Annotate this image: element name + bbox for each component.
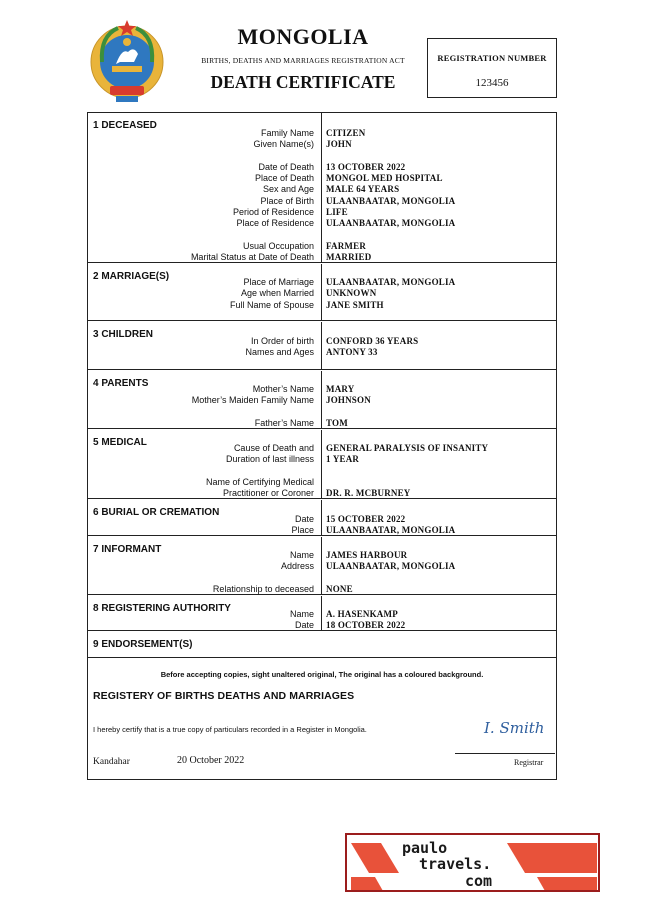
field-label: Place of Birth [260, 196, 314, 206]
field-value: MARY [326, 384, 355, 394]
field-label: Name of Certifying Medical [205, 477, 314, 487]
field-label: Mother’s Name [252, 384, 314, 394]
field-label: Duration of last illness [225, 454, 314, 464]
certificate-frame [87, 112, 557, 780]
field-row [88, 217, 556, 229]
field-value: TOM [326, 418, 348, 428]
field-label: Name [289, 550, 314, 560]
section-title: 4 PARENTS [93, 378, 149, 389]
registrar-signature [482, 715, 558, 739]
field-row [88, 583, 556, 595]
field-label: Place of Marriage [243, 277, 314, 287]
field-row [88, 560, 556, 572]
field-label: Sex and Age [262, 184, 314, 194]
field-row [88, 394, 556, 406]
document-country-title: MONGOLIA [237, 24, 369, 49]
field-row [88, 619, 556, 631]
section-title: 3 CHILDREN [93, 329, 154, 340]
field-label: Cause of Death and [233, 443, 314, 453]
field-value: ANTONY 33 [326, 347, 378, 357]
registrar-signature-text: I. Smith [484, 719, 545, 737]
field-value: 18 OCTOBER 2022 [326, 620, 406, 630]
section-title: 7 INFORMANT [93, 544, 162, 555]
field-label: Date [294, 514, 314, 524]
field-label: Marital Status at Date of Death [190, 252, 314, 262]
field-value: A. HASENKAMP [326, 609, 398, 619]
field-value: UNKNOWN [326, 288, 377, 298]
field-row [88, 138, 556, 150]
section-title: 2 MARRIAGE(S) [93, 271, 170, 282]
field-value: ULAANBAATAR, MONGOLIA [326, 196, 456, 206]
field-value: ULAANBAATAR, MONGOLIA [326, 525, 456, 535]
field-label: Mother’s Maiden Family Name [191, 395, 314, 405]
field-row [88, 487, 556, 499]
registration-number-box [427, 38, 557, 98]
field-row [88, 287, 556, 299]
field-value: NONE [326, 584, 353, 594]
field-label: Address [280, 561, 314, 571]
field-value: JOHNSON [326, 395, 371, 405]
field-label: Family Name [260, 128, 314, 138]
registrar-label: Registrar [514, 758, 544, 767]
field-label: Age when Married [240, 288, 314, 298]
field-label: Name [289, 609, 314, 619]
field-value: JOHN [326, 139, 352, 149]
field-label: Usual Occupation [242, 241, 314, 251]
copy-notice: Before accepting copies, sight unaltered original, The original has a coloured background. [160, 670, 484, 679]
section-title: 5 MEDICAL [93, 437, 147, 448]
field-row [88, 183, 556, 195]
field-row [88, 453, 556, 465]
section-deceased [88, 113, 556, 263]
field-label: Practitioner or Coroner [222, 488, 314, 498]
section-parents [88, 371, 556, 429]
section-informant [88, 537, 556, 595]
field-row [88, 417, 556, 429]
registration-number-value: 123456 [475, 77, 509, 89]
field-label: Full Name of Spouse [229, 300, 314, 310]
section-children [88, 322, 556, 370]
field-row [88, 346, 556, 358]
field-label: Period of Residence [232, 207, 314, 217]
field-value: JANE SMITH [326, 300, 384, 310]
section-title: 6 BURIAL OR CREMATION [93, 507, 220, 518]
field-value: 13 OCTOBER 2022 [326, 162, 406, 172]
section-endorsements [88, 632, 556, 658]
field-value: FARMER [326, 241, 367, 251]
field-value: MALE 64 YEARS [326, 184, 400, 194]
field-value: ULAANBAATAR, MONGOLIA [326, 561, 456, 571]
section-burial-or-cremation [88, 500, 556, 536]
field-label: Place [291, 525, 314, 535]
field-value: ULAANBAATAR, MONGOLIA [326, 277, 456, 287]
paulo-travels-logo [345, 833, 600, 892]
section-title: 8 REGISTERING AUTHORITY [93, 603, 231, 614]
field-value: GENERAL PARALYSIS OF INSANITY [326, 443, 489, 453]
field-value: ULAANBAATAR, MONGOLIA [326, 218, 456, 228]
certificate-type-title: DEATH CERTIFICATE [210, 72, 396, 92]
field-value: JAMES HARBOUR [326, 550, 408, 560]
field-row [88, 524, 556, 536]
field-value: LIFE [326, 207, 348, 217]
certification-statement: I hereby certify that is a true copy of particulars recorded in a Register in Mongolia. [93, 725, 367, 734]
signature-line [455, 753, 555, 754]
field-value: CONFORD 36 YEARS [326, 336, 419, 346]
field-value: 15 OCTOBER 2022 [326, 514, 406, 524]
field-value: 1 YEAR [326, 454, 360, 464]
field-label: Relationship to deceased [212, 584, 314, 594]
logo-text-line-3: com [465, 872, 493, 890]
field-label: Place of Death [254, 173, 314, 183]
field-label: Date [294, 620, 314, 630]
field-value: DR. R. MCBURNEY [326, 488, 411, 498]
registry-heading: REGISTERY OF BIRTHS DEATHS AND MARRIAGES [93, 690, 355, 702]
field-label: In Order of birth [250, 336, 314, 346]
section-title: 1 DECEASED [93, 120, 157, 131]
registration-act-subtitle: BIRTHS, DEATHS AND MARRIAGES REGISTRATION ACT [201, 56, 405, 65]
section-title: 9 ENDORSEMENT(S) [93, 639, 193, 650]
section-registering-authority [88, 596, 556, 631]
field-value: CITIZEN [326, 128, 366, 138]
logo-text-line-2: travels. [419, 855, 492, 873]
field-value: MARRIED [326, 252, 372, 262]
section-marriages [88, 264, 556, 321]
field-label: Father’s Name [254, 418, 314, 428]
certificate-place: Kandahar [93, 757, 130, 767]
field-label: Names and Ages [245, 347, 314, 357]
field-label: Given Name(s) [253, 139, 314, 149]
field-value: MONGOL MED HOSPITAL [326, 173, 443, 183]
certificate-date: 20 October 2022 [177, 755, 245, 766]
registration-number-label: REGISTRATION NUMBER [437, 53, 547, 63]
field-label: Date of Death [258, 162, 314, 172]
logo-text-line-1: paulo [402, 839, 448, 857]
section-medical [88, 430, 556, 499]
mongolia-state-emblem-icon [88, 18, 166, 106]
field-row [88, 299, 556, 311]
field-label: Place of Residence [236, 218, 314, 228]
field-row [88, 251, 556, 263]
